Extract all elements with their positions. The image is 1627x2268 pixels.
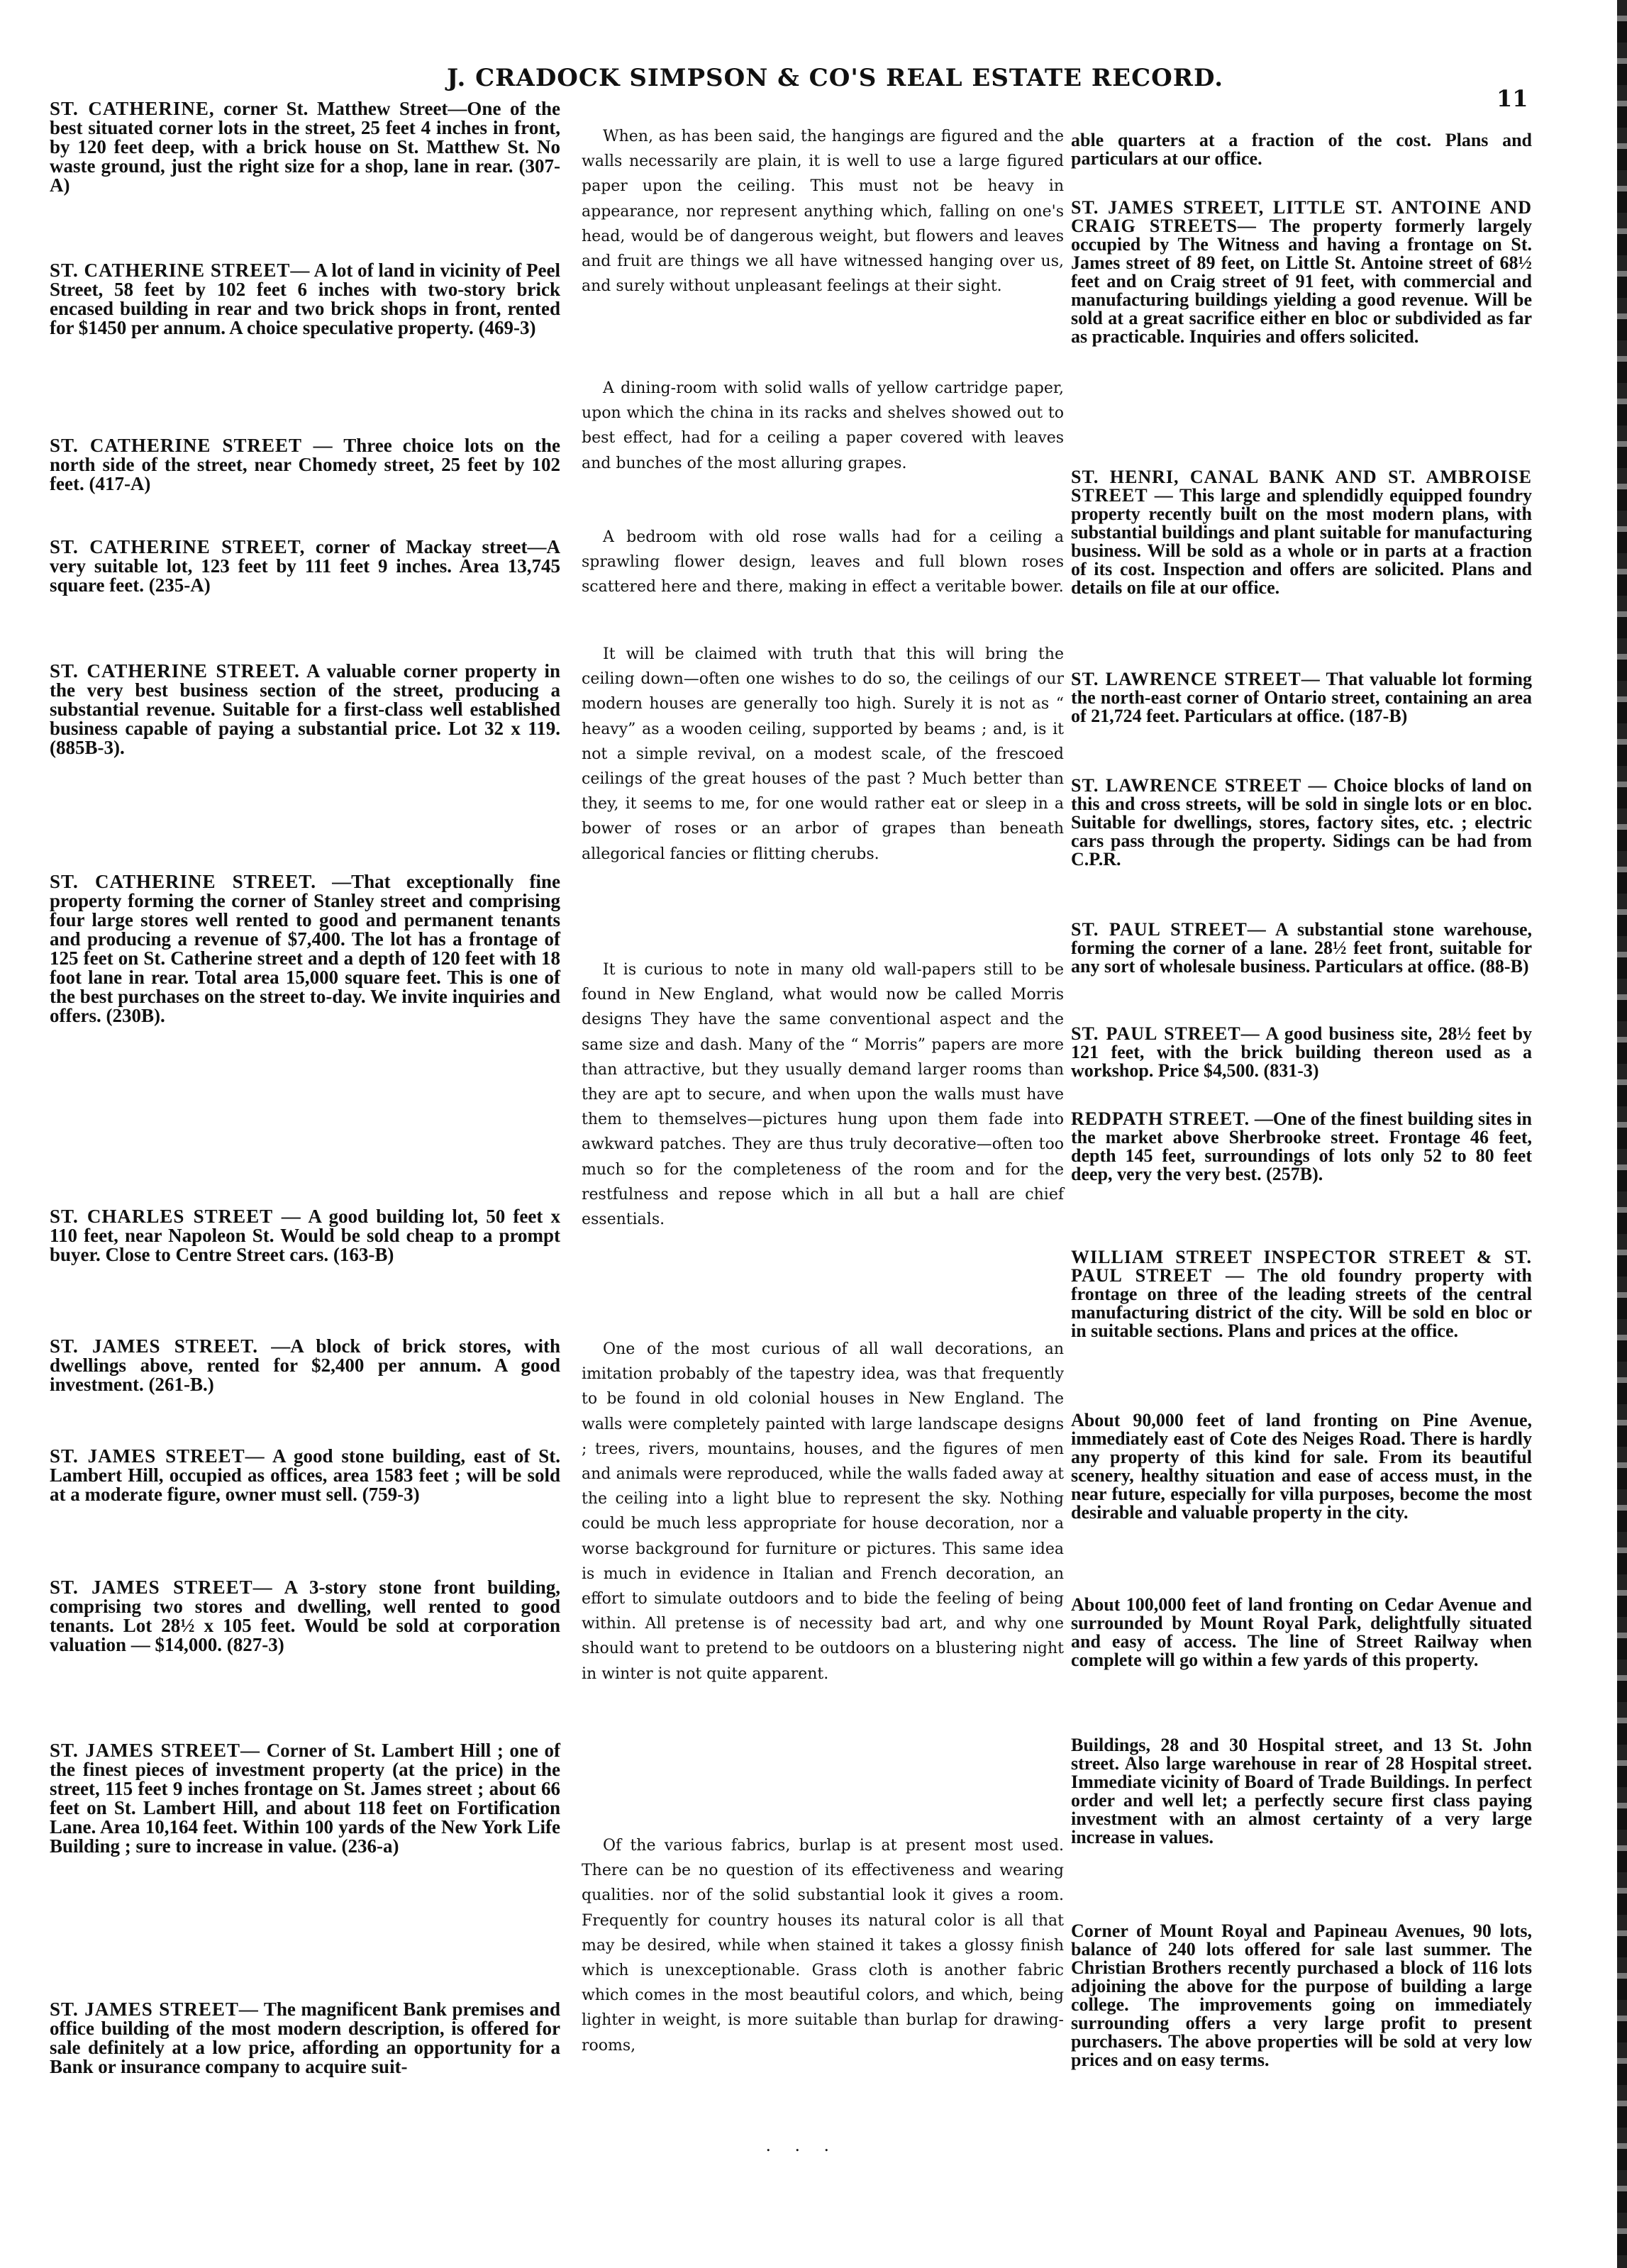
listing-text: corner of Mackay street—A very suitable lot, 123 feet by 111 feet 9 inches. Area 13,745 square feet. (235-A)	[50, 536, 561, 596]
listing	[50, 436, 560, 494]
listing-text: A good business site, 28½ feet by 121 feet, with the brick building thereon used as a workshop. Price $4,500. (831-3)	[1071, 1023, 1532, 1081]
listing-text: Buildings, 28 and 30 Hospital street, and 13 St. John street. Also large warehouse in rear of 28 Hospital street. Immediate vicinity of Board of Trade Buildings. In perfect order and well let; a perfectly secure first class paying investment with an almost certainty of a very large increase in values.	[1071, 1735, 1532, 1847]
listing-heading: ST. CATHERINE STREET,	[50, 536, 306, 557]
listing	[50, 1337, 560, 1394]
listing-heading: ST. JAMES STREET—	[50, 1999, 259, 2020]
listing-text: About 100,000 feet of land fronting on Cedar Avenue and surrounded by Mount Royal Park, delightfully situated and easy of access. The line of Street Railway when complete will go within a few yards of this property.	[1071, 1594, 1532, 1670]
listing-heading: ST. JAMES STREET.	[50, 1335, 258, 1357]
listing-text: —A block of brick stores, with dwellings above, rented for $2,400 per annum. A good investment. (261-B.)	[50, 1335, 561, 1395]
listing-text: About 90,000 feet of land fronting on Pine Avenue, immediately east of Cote des Neiges Road. There is hardly any property of this kind for sale. From its beautiful scenery, healthy situation and ease of access must, in the near future, especially for villa purposes, become the most desirable and valuable property in the city.	[1071, 1410, 1532, 1523]
listing	[50, 261, 560, 338]
listing	[50, 538, 560, 595]
listing-heading: ST. PAUL STREET—	[1071, 1023, 1260, 1044]
article-paragraph: It will be claimed with truth that this will bring the ceiling down—often one wishes to do so, the ceilings of our modern houses are generally too high. Surely it is not as “ heavy” as a wooden ceiling, supported by beams ; and, is it not a simple revival, on a modest scale, of the frescoed ceilings of the great houses of the past ? Much better than they, it seems to me, for one would rather eat or sleep in a bower of roses or an arbor of grapes than beneath allegorical fancies or flitting cherubs.	[582, 645, 1064, 863]
listing-text: Three choice lots on the north side of the street, near Chomedy street, 25 feet by 102 feet. (417-A)	[50, 435, 561, 494]
page-number: 11	[1496, 85, 1528, 112]
listing-heading: ST. CHARLES STREET —	[50, 1206, 301, 1227]
page-edge-shadow	[1617, 0, 1627, 2268]
listing-text: A substantial stone warehouse, forming the corner of a lane. 28½ feet front, suitable for any sort of wholesale business. Particulars at office. (88-B)	[1071, 919, 1532, 977]
listing-text: A lot of land in vicinity of Peel Street, 58 feet by 102 feet 6 inches with two-story brick encased building in rear and two brick shops in front, rented for $1450 per annum. A choice speculative property. (469-3)	[50, 260, 560, 338]
listing-text: Corner of St. Lambert Hill ; one of the finest pieces of investment property (at the price) in the street, 115 feet 9 inches frontage on St. James street ; about 66 feet on St. Lambert Hill, and about 118 feet on Fortification Lane. Area 10,164 feet. Within 100 yards of the New York Life Building ; sure to increase in value. (236-a)	[50, 1740, 561, 1857]
listing-text: —One of the finest building sites in the market above Sherbrooke street. Frontage 46 feet, depth 145 feet, surroundings of lots only 52 to 80 feet deep, very the very best. (257B).	[1071, 1108, 1532, 1184]
listing-heading: ST. PAUL STREET—	[1071, 919, 1267, 940]
listing-heading: WILLIAM STREET INSPECTOR STREET & ST. PAUL STREET —	[1071, 1247, 1532, 1286]
listing-heading: ST. JAMES STREET—	[50, 1740, 261, 1761]
listing	[1071, 1025, 1532, 1080]
listing	[50, 1207, 560, 1264]
listings-column-left	[50, 99, 560, 2198]
listing-heading: ST. CATHERINE STREET.	[50, 660, 300, 682]
running-title: J. CRADOCK SIMPSON & CO'S REAL ESTATE RECORD.	[447, 64, 1224, 92]
listing	[1071, 670, 1532, 726]
listing-heading: ST. HENRI, CANAL BANK AND ST. AMBROISE STREET —	[1071, 467, 1532, 506]
listing-heading: ST. JAMES STREET, LITTLE ST. ANTOINE AND CRAIG STREETS—	[1071, 197, 1532, 236]
listing	[50, 1741, 560, 1856]
listing-text: The old foundry property with frontage on three of the leading streets of the central manufacturing district of the city. Will be sold en bloc or in suitable sections. Plans and prices at the office.	[1071, 1265, 1533, 1341]
listing-text: That valuable lot forming the north-east corner of Ontario street, containing an area of 21,724 feet. Particulars at office. (187-B)	[1071, 669, 1533, 726]
listing-text: —That exceptionally fine property forming the corner of Stanley street and comprising four large stores well rented to good and permanent tenants and producing a revenue of $7,400. The lot has a frontage of 125 feet on St. Catherine street and a depth of 120 feet with 18 foot lane in rear. Total area 15,000 square feet. This is one of the best purchases on the street to-day. We invite inquiries and offers. (230B).	[50, 871, 561, 1026]
article-paragraph: Of the various fabrics, burlap is at present most used. There can be no question of its effectiveness and wearing qualities. nor of the solid substantial look it gives a room. Frequently for country houses its natural color is all that may be desired, while when stained it takes a glossy finish which is unexceptionable. Grass cloth is another fabric which comes in the most beautiful colors, and which, being lighter in weight, is more suitable than burlap for drawing-rooms,	[582, 1837, 1064, 2055]
listing	[1071, 1922, 1532, 2069]
listing-heading: ST. CATHERINE STREET.	[50, 871, 316, 892]
listing-text: The magnificent Bank premises and office building of the most modern description, is offered for sale definitely at a low price, affording an opportunity for a Bank or insurance company to acquire suit-	[50, 1999, 560, 2077]
listing-heading: ST. LAWRENCE STREET —	[1071, 775, 1328, 796]
listing-text: A 3-story stone front building, comprising two stores and dwelling, well rented to good tenants. Lot 28½ x 105 feet. Would be sold at corporation valuation — $14,000. (827-3)	[50, 1577, 561, 1655]
article-column-middle	[582, 99, 1078, 2198]
article-paragraph: When, as has been said, the hangings are figured and the walls necessarily are plain, it is well to use a large figured paper upon the ceiling. This must not be heavy in appearance, nor represent anything which, falling on one's head, would be of dangerous weight, but flowers and leaves and fruit are things we all have witnessed hanging over us, and surely without unpleasant feelings at their sight.	[582, 128, 1064, 296]
listing	[50, 872, 560, 1025]
listing-heading: ST. CATHERINE STREET —	[50, 435, 333, 456]
article-paragraph: One of the most curious of all wall decorations, an imitation probably of the tapestry idea, was that frequently to be found in old colonial houses in New England. The walls were completely painted with large landscape designs ; trees, rivers, mountains, houses, and the figures of men and animals were reproduced, while the walls faded away at the ceiling into a light blue to represent the sky. Nothing could be much less appropriate for house decoration, nor a worse background for furniture or pictures. This same idea is much in evidence in Italian and French decoration, an effort to simulate outdoors and to bide the feeling of being within. All pretense is of necessity bad art, and why one should want to pretend to be outdoors on a blustering night in winter is not quite apparent.	[582, 1340, 1064, 1683]
listing	[1071, 1736, 1532, 1847]
listing-heading: ST. CATHERINE,	[50, 98, 215, 119]
listing	[1071, 1596, 1532, 1669]
listings-column-right	[1071, 99, 1539, 2198]
listing-text: able quarters at a fraction of the cost. Plans and particulars at our office.	[1071, 130, 1532, 169]
listing-text: A good stone building, east of St. Lambert Hill, occupied as offices, area 1583 feet ; will be sold at a moderate figure, owner must sell. (759-3)	[50, 1445, 561, 1505]
listing-text: A good building lot, 50 feet x 110 feet, near Napoleon St. Would be sold cheap to a prompt buyer. Close to Centre Street cars. (163-B)	[50, 1206, 560, 1265]
article-paragraph: A dining-room with solid walls of yellow cartridge paper, upon which the china in its racks and shelves showed out to best effect, had for a ceiling a paper covered with leaves and bunches of the most alluring grapes.	[582, 379, 1064, 472]
listing-heading: ST. JAMES STREET—	[50, 1577, 273, 1598]
listing-heading: REDPATH STREET.	[1071, 1108, 1250, 1129]
listing	[1071, 199, 1532, 346]
listing	[1071, 921, 1532, 976]
listing	[1071, 1411, 1532, 1522]
listing-text: Choice blocks of land on this and cross streets, will be sold in single lots or en bloc. Suitable for dwellings, stores, factory sites, etc. ; electric cars pass through the property. Sidings can be had from C.P.R.	[1071, 775, 1532, 869]
listing	[50, 1578, 560, 1655]
listing	[1071, 777, 1532, 869]
listing-heading: ST. JAMES STREET—	[50, 1445, 265, 1467]
listing-heading: ST. LAWRENCE STREET—	[1071, 669, 1321, 689]
ellipsis: . . .	[766, 2135, 839, 2155]
listing	[1071, 1248, 1532, 1340]
listing	[1071, 468, 1532, 597]
listing-text: This large and splendidly equipped foundry property recently built on the most modern plans, with substantial buildings and plant suitable for manufacturing business. Will be sold as a whole or in parts at a fraction of its cost. Inspection and offers are solicited. Plans and details on file at our office.	[1071, 485, 1533, 598]
listing-text: The property formerly largely occupied by The Witness and having a frontage on St. James street of 89 feet, on Little St. Antoine street of 68½ feet and on Craig street of 91 feet, with commercial and manufacturing buildings yielding a good revenue. Will be sold at a great sacrifice either en bloc or subdivided as far as practicable. Inquiries and offers solicited.	[1071, 216, 1533, 347]
listing-heading: ST. CATHERINE STREET—	[50, 260, 311, 281]
listing	[1071, 1110, 1532, 1184]
article-paragraph: A bedroom with old rose walls had for a ceiling a sprawling flower design, leaves and full blown roses scattered here and there, making in effect a veritable bower.	[582, 528, 1064, 596]
listing	[50, 1447, 560, 1504]
listing	[50, 2000, 560, 2077]
listing-text: corner St. Matthew Street—One of the best situated corner lots in the street, 25 feet 4 inches in front, by 120 feet deep, with a brick house on St. Matthew St. No waste ground, just the right size for a shop, lane in rear. (307-A)	[50, 98, 560, 196]
listing	[1071, 131, 1532, 168]
listing	[50, 662, 560, 757]
listing-text: A valuable corner property in the very best business section of the street, producing a substantial revenue. Suitable for a first-class well established business capable of paying a substantial price. Lot 32 x 119. (885B-3).	[50, 660, 561, 758]
listing	[50, 99, 560, 195]
listing-text: Corner of Mount Royal and Papineau Avenues, 90 lots, balance of 240 lots offered for sale last summer. The Christian Brothers recently purchased a block of 116 lots adjoining the above for the purpose of building a large college. The improvements going on immediately surrounding offers a very large profit to present purchasers. The above properties will be sold at very low prices and on easy terms.	[1071, 1920, 1532, 2070]
article-paragraph: It is curious to note in many old wall-papers still to be found in New England, what would now be called Morris designs They have the same conventional aspect and the same size and dash. Many of the “ Morris” papers are more than attractive, but they usually demand larger rooms than they are apt to secure, and when upon the walls must have them to themselves—pictures hung upon them fade into awkward patches. They are thus truly decorative—often too much so for the completeness of the room and for the restfulness and repose which in all but a hall are chief essentials.	[582, 961, 1064, 1229]
